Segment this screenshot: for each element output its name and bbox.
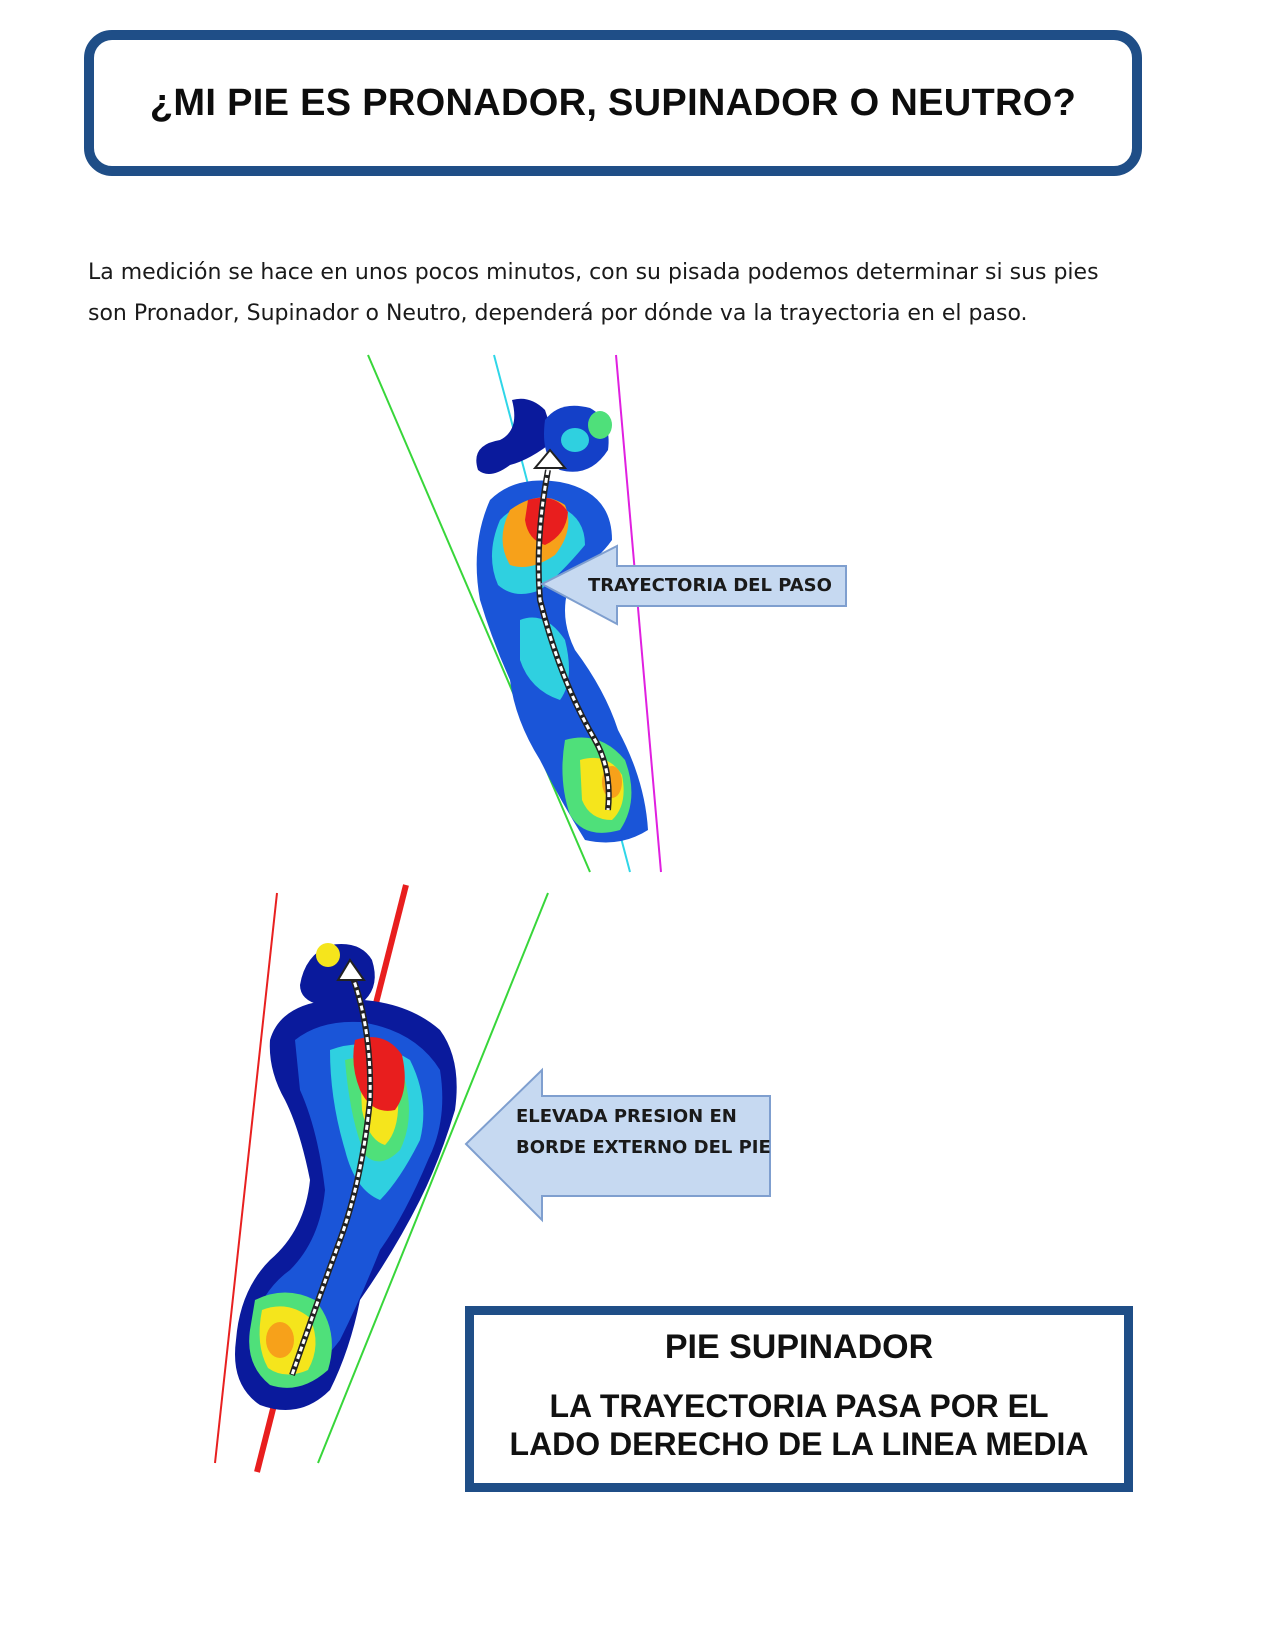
page-title: ¿MI PIE ES PRONADOR, SUPINADOR O NEUTRO? [149, 81, 1077, 124]
callout-label-trajectory: TRAYECTORIA DEL PASO [588, 575, 832, 596]
intro-line-2: son Pronador, Supinador o Neutro, dependerá por dónde va la trayectoria en el paso. [88, 301, 1028, 326]
intro-line-1: La medición se hace en unos pocos minutos, con su pisada podemos determinar si sus pies [88, 260, 1099, 285]
result-line-2: LADO DERECHO DE LA LINEA MEDIA [509, 1426, 1089, 1462]
footprint-heatmap-2 [235, 943, 457, 1410]
callout-pressure-line-1: ELEVADA PRESION EN [516, 1106, 737, 1127]
result-title: PIE SUPINADOR [664, 1328, 934, 1366]
result-box [465, 1306, 1133, 1492]
callout-label-pressure [516, 1101, 771, 1163]
result-line-1: LA TRAYECTORIA PASA POR EL [549, 1388, 1049, 1424]
result-description [474, 1387, 1124, 1463]
callout-pressure-line-2: BORDE EXTERNO DEL PIE [516, 1137, 771, 1158]
